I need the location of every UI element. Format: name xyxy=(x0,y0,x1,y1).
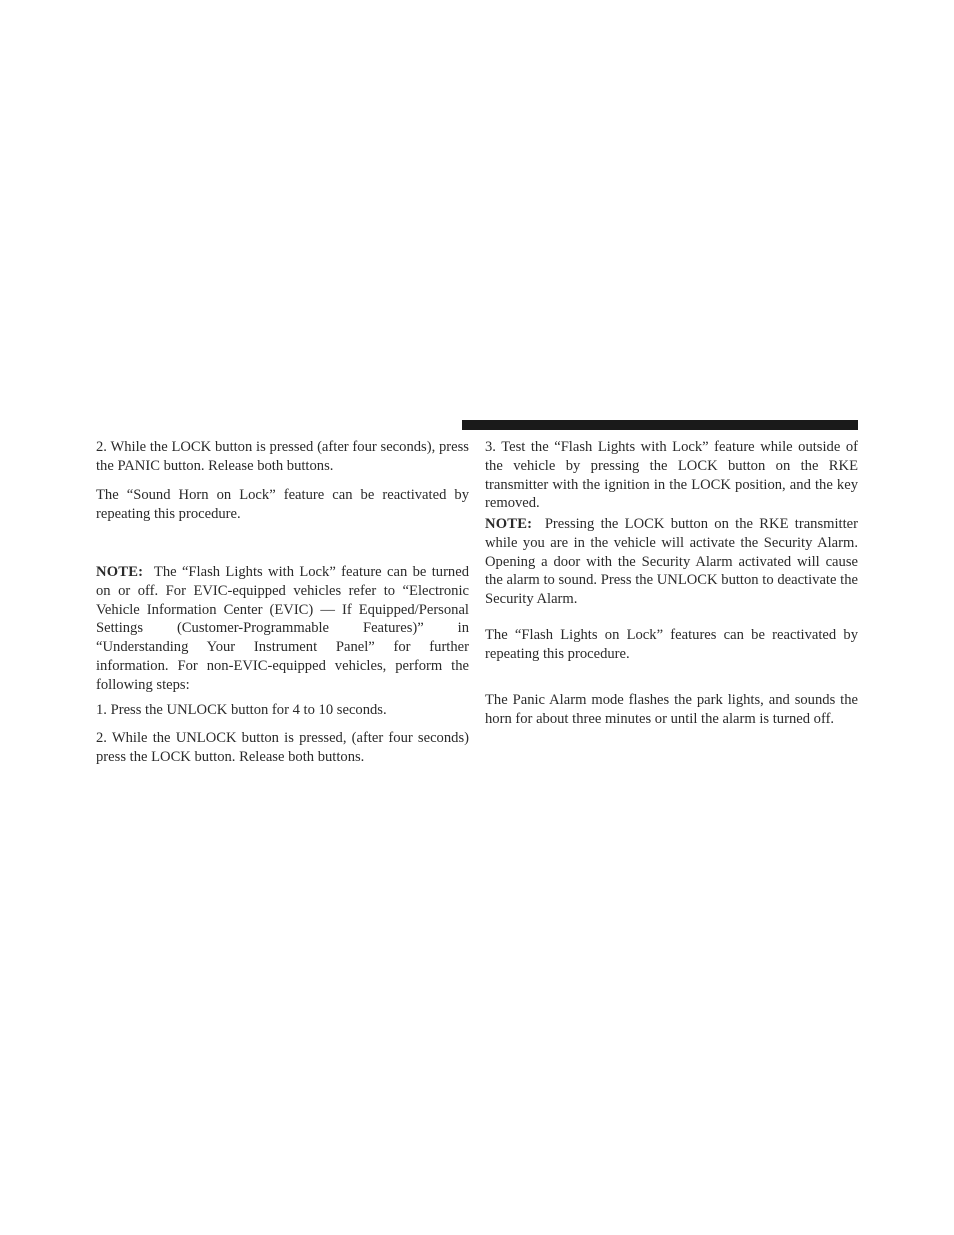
step-1-unlock: 1. Press the UNLOCK button for 4 to 10 seconds. xyxy=(96,702,387,718)
panic-alarm-paragraph: The Panic Alarm mode flashes the park lights, and sounds the horn for about three minutes or until the alarm is turned off. xyxy=(485,692,858,727)
security-note-paragraph xyxy=(485,515,858,609)
section-header-bar xyxy=(462,420,858,430)
flash-lights-reactivate-paragraph: The “Flash Lights on Lock” features can be reactivated by repeating this procedure. xyxy=(485,627,858,662)
note-label: NOTE: xyxy=(485,516,533,532)
step-2-lock-panic: 2. While the LOCK button is pressed (after four seconds), press the PANIC button. Release both buttons. xyxy=(96,439,469,474)
security-note-text: Pressing the LOCK button on the RKE transmitter while you are in the vehicle will activate the Security Alarm. Opening a door with the Security Alarm activated will cause the alarm to sound. Press the UNLOCK button to deactivate the Security Alarm. xyxy=(485,516,859,608)
step-3-test: 3. Test the “Flash Lights with Lock” feature while outside of the vehicle by pressing the LOCK button on the RKE transmitter with the ignition in the LOCK position, and the key removed. xyxy=(485,439,858,512)
flash-lights-note-text: The “Flash Lights with Lock” feature can be turned on or off. For EVIC-equipped vehicles refer to “Electronic Vehicle Information Center (EVIC) — If Equipped/Personal Settings (Customer-Programmable Features)” in “Understanding Your Instrument Panel” for further information. For non-EVIC-equipped vehicles, perform the following steps: xyxy=(96,564,470,693)
flash-lights-note-paragraph xyxy=(96,563,469,695)
note-label: NOTE: xyxy=(96,564,144,580)
step-2-unlock-lock: 2. While the UNLOCK button is pressed, (after four seconds) press the LOCK button. Release both buttons. xyxy=(96,730,469,765)
sound-horn-reactivate-paragraph: The “Sound Horn on Lock” feature can be reactivated by repeating this procedure. xyxy=(96,487,469,522)
